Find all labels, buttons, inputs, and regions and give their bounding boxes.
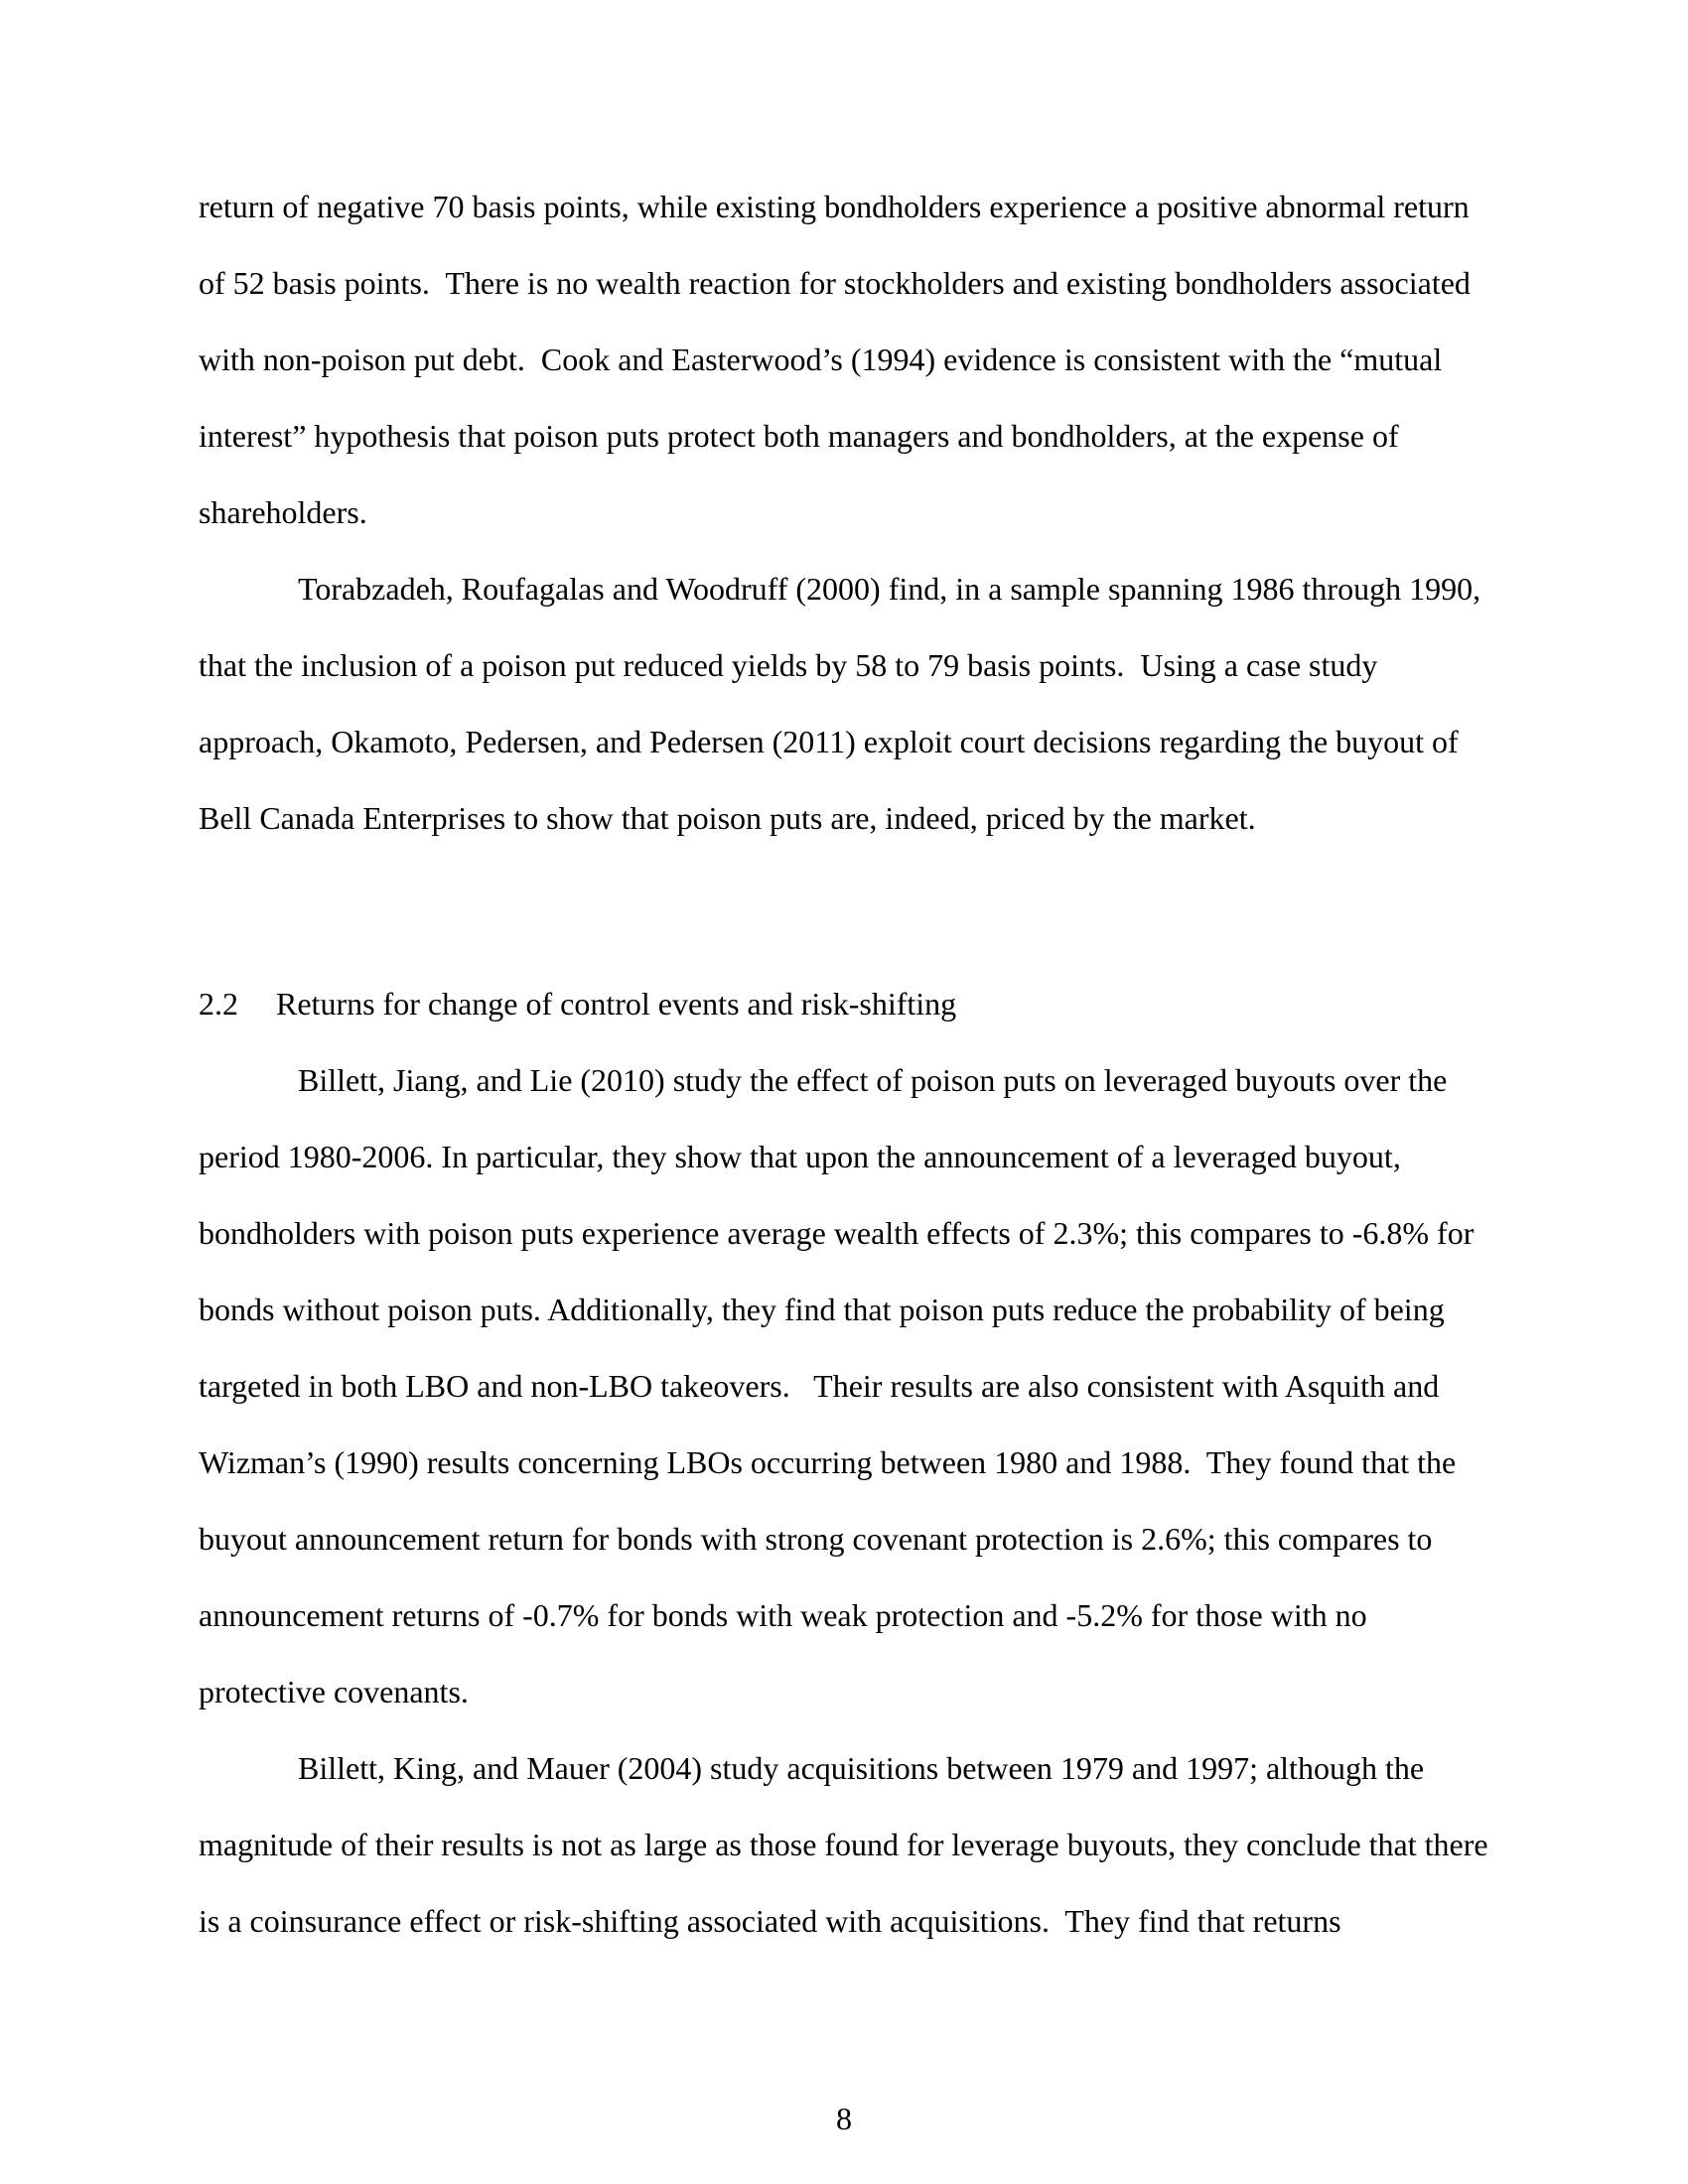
section-number: 2.2 [199, 986, 238, 1022]
section-heading [199, 966, 1489, 1042]
section-title: Returns for change of control events and risk-shifting [276, 986, 957, 1022]
body-text [199, 169, 1496, 1960]
paragraph: Torabzadeh, Roufagalas and Woodruff (2000) find, in a sample spanning 1986 through 1990, that the inclusion of a poison put reduced yields by 58 to 79 basis points. Using a case study approach, Okamoto, Pedersen, and Pedersen (2011) exploit court decisions regarding the buyout of Bell Canada Enterprises to show that poison puts are, indeed, priced by the market. [199, 571, 1489, 836]
paragraph: Billett, King, and Mauer (2004) study acquisitions between 1979 and 1997; although the magnitude of their results is not as large as those found for leverage buyouts, they conclude that there is a coinsurance effect or risk-shifting associated with acquisitions. They find that returns [199, 1750, 1496, 1939]
paragraph-continuation: return of negative 70 basis points, while existing bondholders experience a positive abnormal return of 52 basis points. There is no wealth reaction for stockholders and existing bondholders associated with non-poison put debt. Cook and Easterwood’s (1994) evidence is consistent with the “mutual interest” hypothesis that poison puts protect both managers and bondholders, at the expense of shareholders. [199, 189, 1478, 530]
page-number: 8 [836, 2101, 852, 2136]
paragraph: Billett, Jiang, and Lie (2010) study the effect of poison puts on leveraged buyouts over the period 1980-2006. In particular, they show that upon the announcement of a leveraged buyout, bondholders with poison puts experience average wealth effects of 2.3%; this compares to -6.8% for bonds without poison puts. Additionally, they find that poison puts reduce the probability of being targeted in both LBO and non-LBO takeovers. Their results are also consistent with Asquith and Wizman’s (1990) results concerning LBOs occurring between 1980 and 1988. They found that the buyout announcement return for bonds with strong covenant protection is 2.6%; this compares to announcement returns of -0.7% for bonds with weak protection and -5.2% for those with no protective covenants. [199, 1062, 1482, 1709]
